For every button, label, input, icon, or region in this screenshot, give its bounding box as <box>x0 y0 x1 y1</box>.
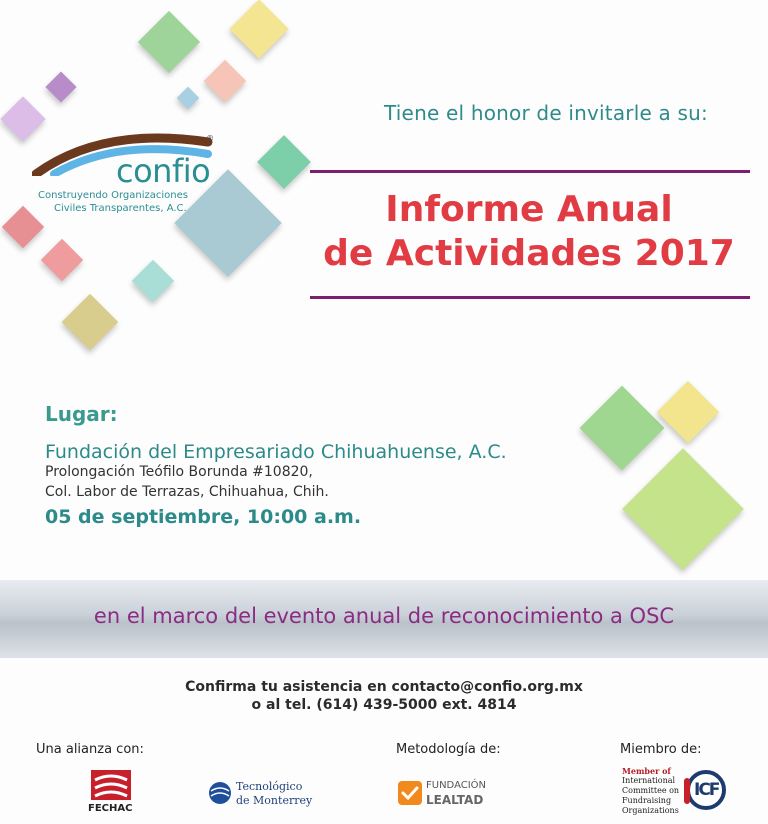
logo-wordmark: confio <box>116 152 211 190</box>
decorative-tile <box>45 71 76 102</box>
icfo-logo <box>622 766 742 822</box>
lealtad-logo <box>398 778 498 810</box>
fechac-logo <box>88 770 134 818</box>
rsvp-phone-line: o al tel. (614) 439-5000 ext. 4814 <box>251 697 517 713</box>
lealtad-line1: FUNDACIÓN <box>426 780 487 791</box>
globe-icon <box>208 781 232 805</box>
icfo-emblem <box>686 770 726 810</box>
decorative-tile <box>622 448 744 570</box>
icfo-mark: ICF <box>694 780 719 800</box>
event-title <box>310 188 748 276</box>
event-date: 05 de septiembre, 10:00 a.m. <box>45 506 362 528</box>
icfo-line3: Committee on <box>622 786 680 795</box>
top-divider <box>310 170 750 173</box>
fechac-icon <box>91 770 131 800</box>
decorative-tile <box>229 0 288 59</box>
lealtad-line2: LEALTAD <box>426 793 484 807</box>
decorative-tile <box>257 135 311 189</box>
fechac-label: FECHAC <box>88 803 133 814</box>
icfo-red-bar <box>684 778 690 804</box>
bottom-divider <box>310 296 750 299</box>
decorative-tile <box>177 87 200 110</box>
member-label: Miembro de: <box>620 742 702 757</box>
banner-text: en el marco del evento anual de reconocimiento a OSC <box>93 604 675 628</box>
decorative-tile <box>132 260 174 302</box>
venue-address-line1: Prolongación Teófilo Borunda #10820, <box>45 464 313 480</box>
registered-mark: ® <box>206 134 214 143</box>
alliance-label: Una alianza con: <box>36 742 144 757</box>
event-title-line2: de Actividades 2017 <box>323 233 735 274</box>
icfo-line2: International <box>622 776 676 785</box>
logo-tagline-line1: Construyendo Organizaciones <box>38 190 188 201</box>
event-title-line1: Informe Anual <box>385 189 673 230</box>
venue-name: Fundación del Empresariado Chihuahuense, A.C. <box>45 441 507 463</box>
decorative-tile <box>41 239 83 281</box>
invitation-intro: Tiene el honor de invitarle a su: <box>384 101 708 125</box>
methodology-label: Metodología de: <box>396 742 501 757</box>
tec-line1: Tecnológico <box>236 780 303 793</box>
icfo-text <box>622 766 679 816</box>
decorative-tile <box>657 381 719 443</box>
decorative-tile <box>204 60 246 102</box>
venue-label: Lugar: <box>45 402 118 426</box>
venue-address-line2: Col. Labor de Terrazas, Chihuahua, Chih. <box>45 484 329 500</box>
confio-logo <box>32 128 222 218</box>
logo-tagline-line2: Civiles Transparentes, A.C. <box>54 203 187 214</box>
decorative-tile <box>62 294 119 351</box>
decorative-tile <box>138 11 200 73</box>
rsvp-email-line: Confirma tu asistencia en contacto@confio.org.mx <box>185 679 583 695</box>
icfo-line5: Organizations <box>622 806 679 815</box>
icfo-line1: Member of <box>622 766 671 776</box>
tec-line2: de Monterrey <box>236 794 313 807</box>
checkmark-icon <box>398 781 422 805</box>
tec-monterrey-logo <box>208 778 318 812</box>
decorative-tile <box>580 386 665 471</box>
icfo-line4: Fundraising <box>622 796 672 805</box>
